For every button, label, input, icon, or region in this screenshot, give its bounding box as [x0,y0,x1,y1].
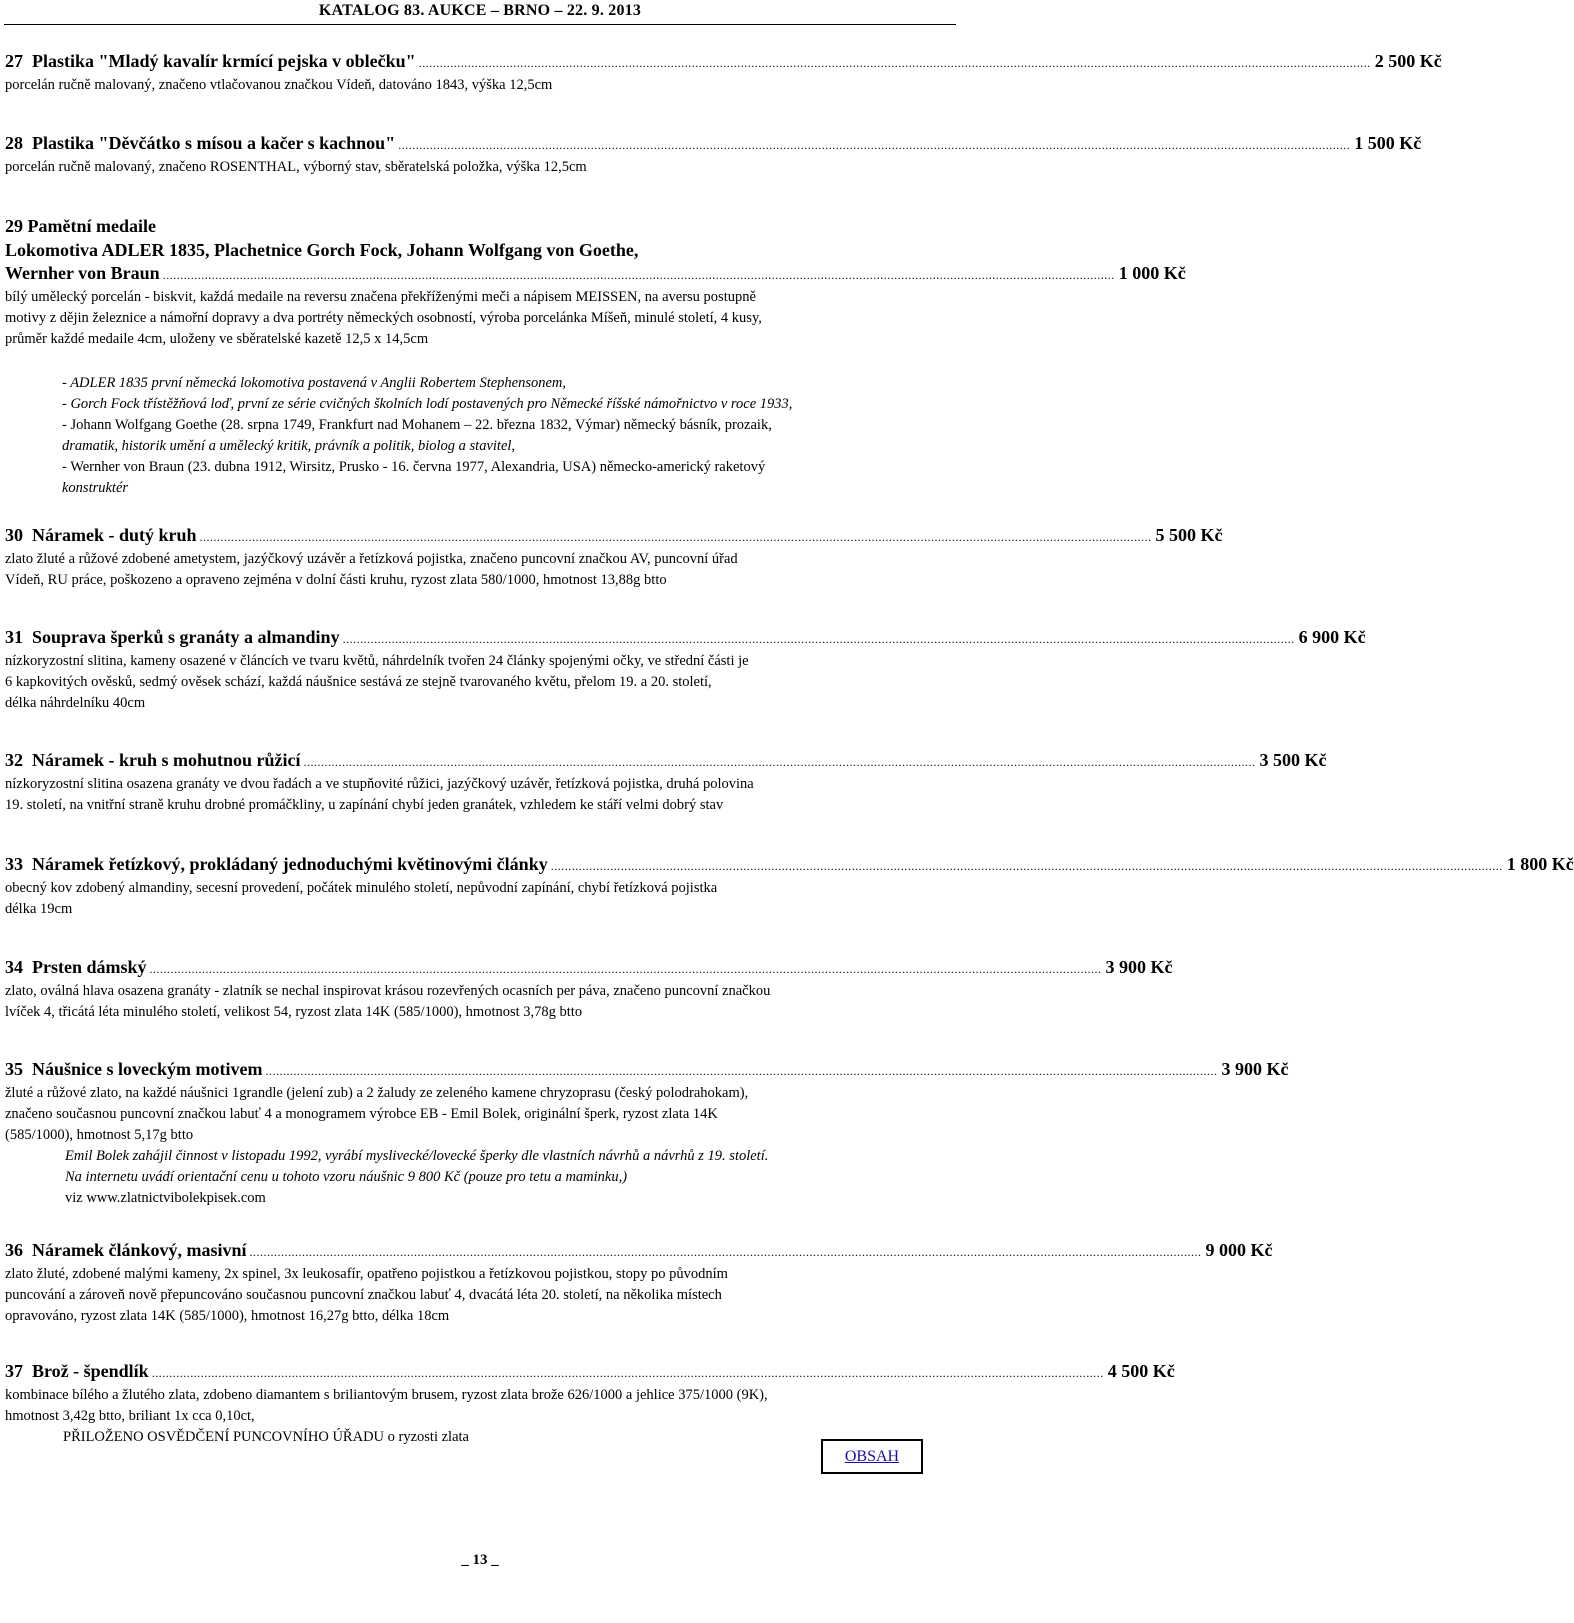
lot-title: Prsten dámský [32,957,147,977]
leader-dots: ................................................................................................................................................................................................................................................................................ [265,1064,1218,1078]
catalog-header: KATALOG 83. AUKCE – BRNO – 22. 9. 2013 [318,2,642,19]
lot-28 [5,132,1422,178]
leader-dots: ................................................................................................................................................................................................................................................................................ [199,530,1152,544]
lot-title: Náramek řetízkový, prokládaný jednoduchými květinovými články [32,854,548,874]
obsah-link[interactable]: OBSAH [844,1447,900,1465]
lot-title-row [5,1239,1273,1263]
lot-title-row [5,749,1327,773]
lot-description-line: žluté a růžové zlato, na každé náušnici 1grandle (jelení zub) a 2 žaludy ze zeleného kamene chryzoprasu (český polodrahokam), [5,1085,749,1101]
lot-description-line: puncování a zároveň nově přepuncováno současnou puncovní značkou labuť 4, dvacátá léta 20. století, na několika místech [5,1287,722,1303]
lot-description: porcelán ručně malovaný, značeno ROSENTHAL, výborný stav, sběratelská položka, výška 12,5cm [5,159,587,175]
lot-title: Souprava šperků s granáty a almandiny [32,627,340,647]
lot-description-line: obecný kov zdobený almandiny, secesní provedení, počátek minulého století, nepůvodní zapínání, chybí řetízková pojistka [5,880,718,896]
note-line: dramatik, historik umění a umělecký kritik, právník a politik, biolog a stavitel, [62,438,516,454]
lot-33 [5,853,1574,920]
lot-price: 5 500 Kč [1155,525,1223,545]
lot-37 [5,1360,1175,1448]
lot-notes [5,373,955,499]
lot-number: 31 [5,627,23,647]
leader-dots: ................................................................................................................................................................................................................................................................................ [418,56,1371,70]
lot-title: Náušnice s loveckým motivem [32,1059,263,1079]
lot-description-line: (585/1000), hmotnost 5,17g btto [5,1127,194,1143]
lot-title: Náramek - kruh s mohutnou růžicí [32,750,301,770]
lot-title-row [5,132,1422,156]
lot-27 [5,50,1442,96]
lot-number: 30 [5,525,23,545]
note-line: - ADLER 1835 první německá lokomotiva postavená v Anglii Robertem Stephensonem, [62,375,567,391]
lot-30 [5,524,1223,591]
lot-certificate-note: PŘILOŽENO OSVĚDČENÍ PUNCOVNÍHO ÚŘADU o ryzosti zlata [63,1429,469,1445]
lot-description-line: zlato žluté, zdobené malými kameny, 2x spinel, 3x leukosafír, opatřeno pojistkou a řetízkovou pojistkou, stopy po původním [5,1266,728,1282]
lot-price: 1 500 Kč [1354,133,1422,153]
lot-notes [5,1146,955,1209]
lot-title-row [5,1360,1175,1384]
lot-price: 6 900 Kč [1298,627,1366,647]
lot-title: Pamětní medaile [27,216,156,236]
obsah-button[interactable] [821,1439,923,1474]
lot-description-line: zlato, oválná hlava osazena granáty - zlatník se nechal inspirovat krásou rozevřených ocasních per páva, značeno puncovní značkou [5,983,771,999]
note-line: viz www.zlatnictvibolekpisek.com [65,1190,266,1206]
lot-price: 3 900 Kč [1221,1059,1289,1079]
lot-description-line: lvíček 4, třicátá léta minulého století, velikost 54, ryzost zlata 14K (585/1000), hmotnost 3,78g btto [5,1004,583,1020]
leader-dots: ................................................................................................................................................................................................................................................................................ [303,755,1256,769]
lot-title-row [5,524,1223,548]
lot-description-line: zlato žluté a růžové zdobené ametystem, jazýčkový uzávěr a řetízková pojistka, značeno puncovní značkou AV, puncovní úřad [5,551,738,567]
lot-35 [5,1058,1289,1209]
lot-title-row [5,1058,1289,1082]
lot-description-line: 19. století, na vnitřní straně kruhu drobné promáčkliny, u zapínání chybí jeden granátek, vzhledem ke stáří velmi dobrý stav [5,797,724,813]
lot-number: 27 [5,51,23,71]
lot-title: Náramek - dutý kruh [32,525,197,545]
lot-title-row [5,262,1186,286]
lot-number: 37 [5,1361,23,1381]
lot-number: 36 [5,1240,23,1260]
lot-description-line: kombinace bílého a žlutého zlata, zdobeno diamantem s briliantovým brusem, ryzost zlata brože 626/1000 a jehlice 375/1000 (9K), [5,1387,768,1403]
lot-title: Náramek článkový, masivní [32,1240,247,1260]
lot-price: 3 900 Kč [1105,957,1173,977]
lot-subtitle-end: Wernher von Braun [5,263,160,283]
lot-title-row [5,853,1574,877]
lot-number: 35 [5,1059,23,1079]
note-line: - Gorch Fock třístěžňová loď, první ze série cvičných školních lodí postavených pro Německé říšské námořnictvo v roce 1933, [62,396,793,412]
lot-title-row [5,50,1442,74]
lot-price: 4 500 Kč [1107,1361,1175,1381]
note-line: Emil Bolek zahájil činnost v listopadu 1992, vyrábí myslivecké/lovecké šperky dle vlastních návrhů a návrhů z 19. století. [65,1148,769,1164]
lot-34 [5,956,1173,1023]
lot-title-line [5,214,955,238]
lot-description-line: průměr každé medaile 4cm, uloženy ve sběratelské kazetě 12,5 x 14,5cm [5,331,429,347]
lot-title-row [5,956,1173,980]
lot-price: 3 500 Kč [1259,750,1327,770]
lot-price: 1 800 Kč [1506,854,1574,874]
lot-description-line: opravováno, ryzost zlata 14K (585/1000), hmotnost 16,27g btto, délka 18cm [5,1308,450,1324]
note-line: - Wernher von Braun (23. dubna 1912, Wirsitz, Prusko - 16. června 1977, Alexandria, USA) německo-americký raketový [62,459,766,475]
lot-title: Brož - špendlík [32,1361,149,1381]
lot-description-line: délka 19cm [5,901,73,917]
lot-price: 9 000 Kč [1205,1240,1273,1260]
lot-32 [5,749,1327,816]
lot-description-line: hmotnost 3,42g btto, briliant 1x cca 0,10ct, [5,1408,255,1424]
lot-subtitle: Lokomotiva ADLER 1835, Plachetnice Gorch Fock, Johann Wolfgang von Goethe, [5,240,639,260]
note-line: - Johann Wolfgang Goethe (28. srpna 1749, Frankfurt nad Mohanem – 22. března 1832, Výmar) německý básník, prozaik, [62,417,772,433]
leader-dots: ................................................................................................................................................................................................................................................................................ [249,1245,1202,1259]
lot-description-line: značeno současnou puncovní značkou labuť 4 a monogramem výrobce EB - Emil Bolek, originální šperk, ryzost zlata 14K [5,1106,718,1122]
lot-number: 28 [5,133,23,153]
page-number: _ 13 _ [461,1552,499,1568]
note-line: konstruktér [62,480,129,496]
lot-number: 29 [5,216,23,236]
lot-number: 33 [5,854,23,874]
lot-description-line: motivy z dějin železnice a námořní dopravy a dva portréty německých osobností, výroba porcelánka Míšeň, minulé století, 4 kusy, [5,310,762,326]
lot-number: 32 [5,750,23,770]
note-line: Na internetu uvádí orientační cenu u tohoto vzoru náušnic 9 800 Kč (pouze pro tetu a maminku,) [65,1169,628,1185]
leader-dots: ................................................................................................................................................................................................................................................................................ [162,268,1115,282]
lot-price: 1 000 Kč [1118,263,1186,283]
header-divider [4,24,956,25]
lot-description: porcelán ručně malovaný, značeno vtlačovanou značkou Vídeň, datováno 1843, výška 12,5cm [5,77,553,93]
lot-31 [5,626,1366,714]
lot-description-line: bílý umělecký porcelán - biskvit, každá medaile na reversu značena překříženými meči a nápisem MEISSEN, na aversu postupně [5,289,756,305]
lot-36 [5,1239,1273,1327]
lot-number: 34 [5,957,23,977]
lot-description-line: nízkoryzostní slitina osazena granáty ve dvou řadách a ve stupňovité růžici, jazýčkový uzávěr, řetízková pojistka, druhá polovina [5,776,754,792]
lot-description-line: Vídeň, RU práce, poškozeno a opraveno zejména v dolní části kruhu, ryzost zlata 580/1000, hmotnost 13,88g btto [5,572,667,588]
lot-description-line: 6 kapkovitých ověsků, sedmý ověsek schází, každá náušnice sestává ze stejně tvarovaného květu, přelom 19. a 20. století, [5,674,712,690]
leader-dots: ................................................................................................................................................................................................................................................................................ [342,632,1295,646]
lot-title-row [5,626,1366,650]
lot-title: Plastika "Děvčátko s mísou a kačer s kachnou" [32,133,396,153]
lot-description-line: délka náhrdelníku 40cm [5,695,146,711]
lot-title: Plastika "Mladý kavalír krmící pejska v oblečku" [32,51,416,71]
leader-dots: ................................................................................................................................................................................................................................................................................ [398,138,1351,152]
leader-dots: ................................................................................................................................................................................................................................................................................ [151,1366,1104,1380]
leader-dots: ................................................................................................................................................................................................................................................................................ [149,962,1102,976]
lot-price: 2 500 Kč [1374,51,1442,71]
leader-dots: ................................................................................................................................................................................................................................................................................ [550,859,1503,873]
lot-29 [5,214,1186,499]
lot-description-line: nízkoryzostní slitina, kameny osazené v článcích ve tvaru květů, náhrdelník tvořen 24 články spojenými očky, ve střední části je [5,653,749,669]
